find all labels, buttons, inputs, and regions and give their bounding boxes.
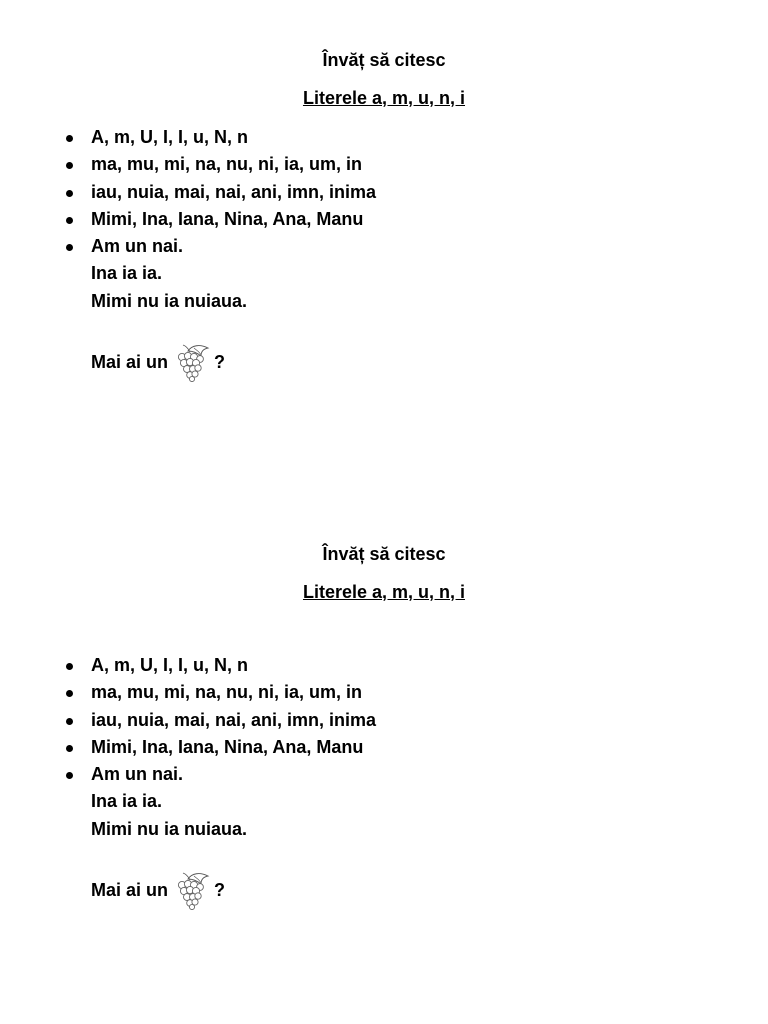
list-item-text: Am un nai. <box>91 236 184 257</box>
continuation-line: Mimi nu ia nuiaua. <box>91 290 248 311</box>
reading-section-2 <box>0 542 768 910</box>
list-item <box>0 652 768 679</box>
continuation-line: Ina ia ia. <box>91 791 163 812</box>
section-title: Învăț să citesc <box>322 50 446 70</box>
list-item <box>0 233 768 260</box>
reading-section-1 <box>0 48 768 382</box>
bullet-list <box>0 652 768 788</box>
list-item <box>0 679 768 706</box>
list-item <box>0 124 768 151</box>
bullet-list <box>0 124 768 260</box>
list-item-text: Mimi, Ina, Iana, Nina, Ana, Manu <box>91 736 364 757</box>
list-item <box>0 206 768 233</box>
bullet-icon <box>66 745 73 752</box>
list-item <box>0 707 768 734</box>
bullet-icon <box>66 718 73 725</box>
section-subtitle: Literele a, m, u, n, i <box>302 88 466 108</box>
list-item-text: iau, nuia, mai, nai, ani, imn, inima <box>91 181 377 202</box>
list-item <box>0 761 768 788</box>
list-item-text: A, m, U, I, I, u, N, n <box>91 655 249 675</box>
continuation-line: Ina ia ia. <box>91 263 163 284</box>
bullet-icon <box>66 190 73 197</box>
bullet-icon <box>66 244 73 251</box>
list-item-text: ma, mu, mi, na, nu, ni, ia, um, in <box>91 682 363 703</box>
question-mark: ? <box>214 351 226 372</box>
bullet-icon <box>66 663 73 670</box>
list-item <box>0 151 768 178</box>
list-item-text: ma, mu, mi, na, nu, ni, ia, um, in <box>91 154 363 175</box>
question-line <box>0 342 768 382</box>
grape-icon <box>174 342 212 382</box>
section-subtitle: Literele a, m, u, n, i <box>302 582 466 602</box>
grape-icon <box>174 870 212 910</box>
list-item-text: Mimi, Ina, Iana, Nina, Ana, Manu <box>91 208 364 229</box>
question-prefix: Mai ai un <box>91 879 169 900</box>
question-mark: ? <box>214 879 226 900</box>
continuation-line: Mimi nu ia nuiaua. <box>91 818 248 839</box>
list-item <box>0 734 768 761</box>
bullet-icon <box>66 135 73 142</box>
bullet-icon <box>66 162 73 169</box>
question-line <box>0 870 768 910</box>
section-title: Învăț să citesc <box>322 544 446 564</box>
bullet-icon <box>66 772 73 779</box>
bullet-icon <box>66 217 73 224</box>
list-item-text: A, m, U, I, I, u, N, n <box>91 127 249 147</box>
list-item <box>0 179 768 206</box>
bullet-icon <box>66 690 73 697</box>
question-prefix: Mai ai un <box>91 351 169 372</box>
list-item-text: Am un nai. <box>91 764 184 785</box>
list-item-text: iau, nuia, mai, nai, ani, imn, inima <box>91 709 377 730</box>
